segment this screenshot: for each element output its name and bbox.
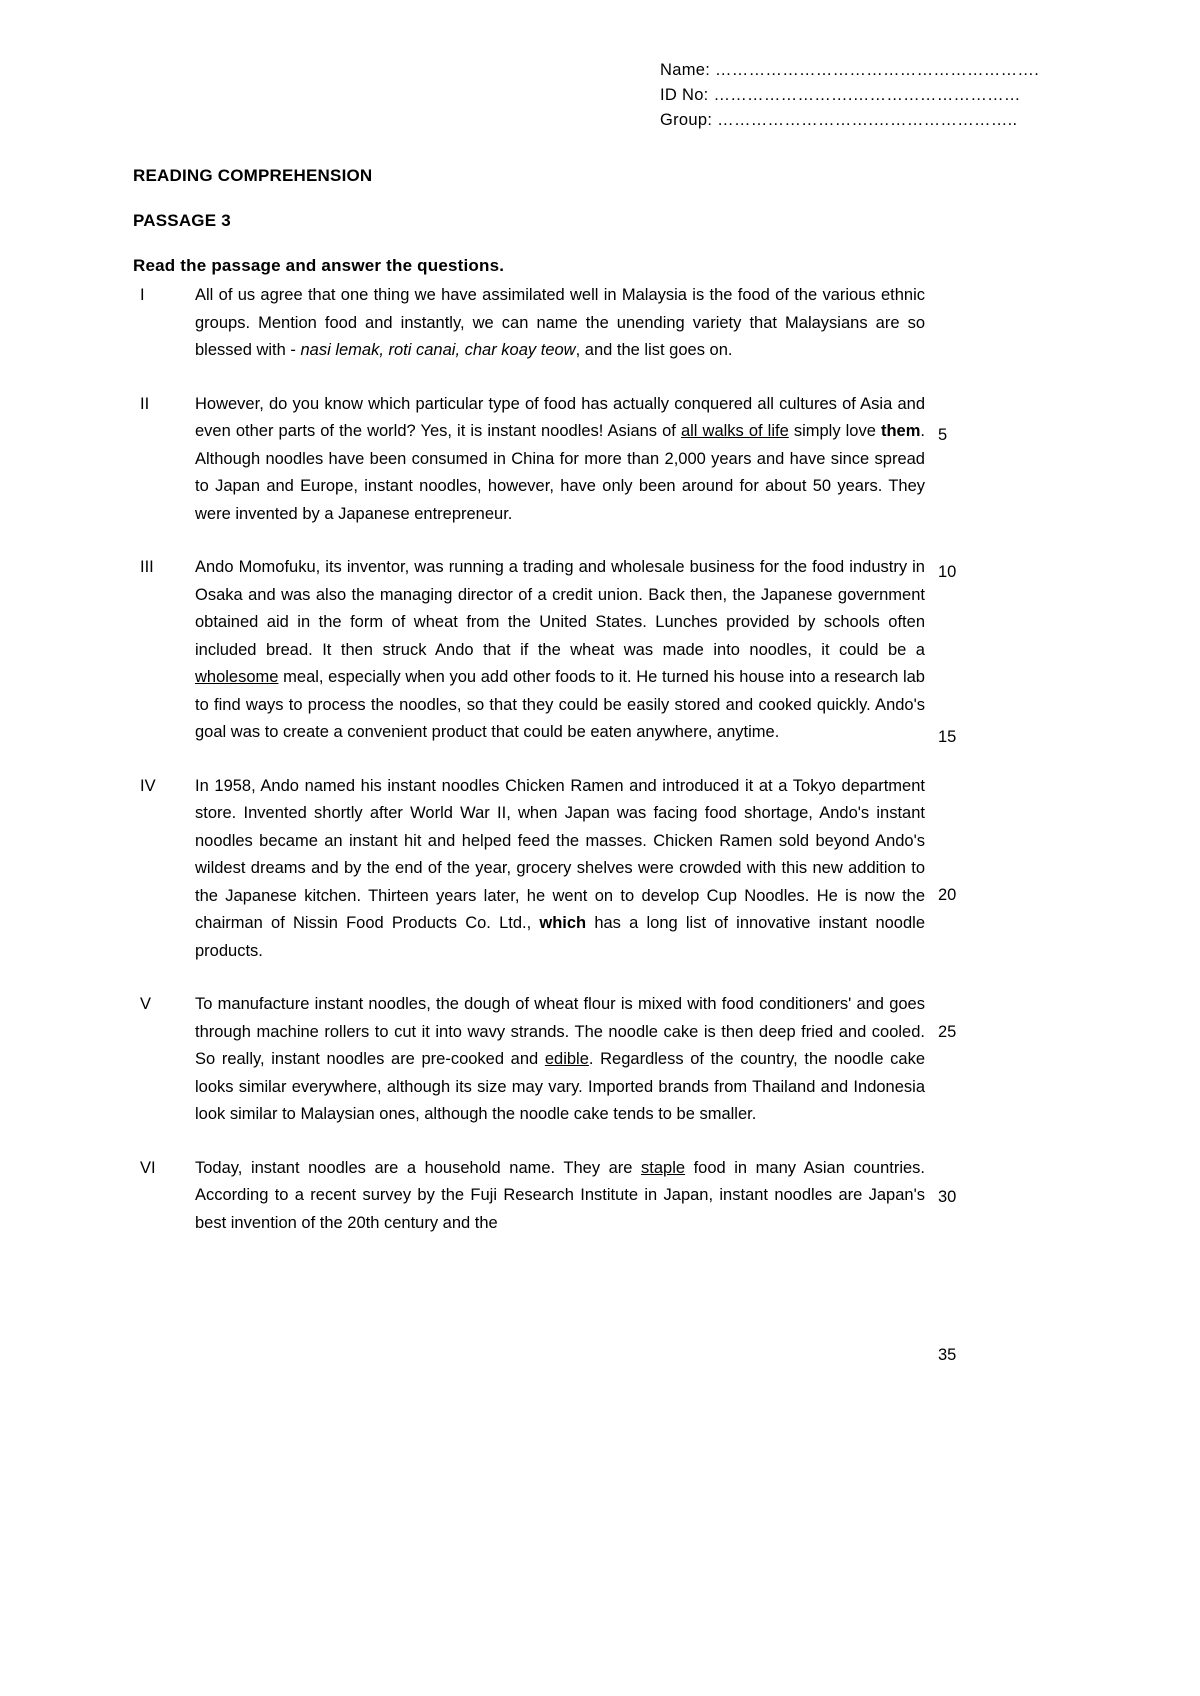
instruction-text: Read the passage and answer the questions. (133, 256, 505, 275)
student-info-header (660, 58, 1040, 133)
field-group-dots[interactable]: ……………………….…………………….. (717, 111, 1018, 129)
line-number: 30 (938, 1188, 957, 1206)
line-number: 5 (938, 426, 948, 444)
paragraph-text: To manufacture instant noodles, the dough of wheat flour is mixed with food conditioners' and goes through machine rollers to cut it into wavy strands. The noodle cake is then deep fried and cooled. So really, instant noodles are pre-cooked and edible. Regardless of the country, the noodle cake looks similar everywhere, although its size may vary. Imported brands from Thailand and Indonesia look similar to Malaysian ones, although the noodle cake tends to be smaller. (195, 995, 925, 1123)
field-name-label: Name: (660, 61, 711, 79)
document-headings (133, 165, 933, 277)
line-number: 25 (938, 1023, 957, 1041)
paragraph-marker: V (140, 995, 152, 1013)
passage-paragraph (133, 773, 1133, 966)
field-id-no-label: ID No: (660, 86, 709, 104)
passage-paragraph (133, 1155, 1133, 1238)
paragraph-marker: III (140, 558, 154, 576)
passage-paragraph (133, 282, 1133, 365)
field-group-label: Group: (660, 111, 713, 129)
passage-body (133, 282, 1133, 1263)
field-id-no (660, 83, 1021, 108)
paragraph-text: Today, instant noodles are a household name. They are staple food in many Asian countries. According to a recent survey by the Fuji Research Institute in Japan, instant noodles are Japan's best invention of the 20th century and the (195, 1158, 925, 1232)
field-id-no-dots[interactable]: …………………….………………………… (713, 86, 1021, 104)
line-number: 10 (938, 563, 957, 581)
paragraph-text: In 1958, Ando named his instant noodles Chicken Ramen and introduced it at a Tokyo department store. Invented shortly after World War II, when Japan was facing food shortage, Ando's instant noodles became an instant hit and helped feed the masses. Chicken Ramen sold beyond Ando's wildest dreams and by the end of the year, grocery shelves were crowded with this new addition to the Japanese kitchen. Thirteen years later, he went on to develop Cup Noodles. He is now the chairman of Nissin Food Products Co. Ltd., which has a long list of innovative instant noodle products. (195, 776, 926, 960)
paragraph-text: Ando Momofuku, its inventor, was running a trading and wholesale business for the food industry in Osaka and was also the managing director of a credit union. Back then, the Japanese government obtained aid in the form of wheat from the United States. Lunches provided by schools often included bread. It then struck Ando that if the wheat was made into noodles, it could be a wholesome meal, especially when you add other foods to it. He turned his house into a research lab to find ways to process the noodles, so that they could be easily stored and cooked quickly. Ando's goal was to create a convenient product that could be eaten anywhere, anytime. (195, 558, 925, 741)
paragraph-text: All of us agree that one thing we have assimilated well in Malaysia is the food of the various ethnic groups. Mention food and instantly, we can name the unending variety that Malaysians are so blessed with - nasi lemak, roti canai, char koay teow, and the list goes on. (195, 286, 925, 359)
paragraph-marker: IV (140, 776, 156, 795)
paragraph-marker: I (140, 286, 145, 304)
passage-paragraph (133, 391, 1133, 529)
field-group (660, 108, 1018, 133)
line-number: 20 (938, 886, 957, 904)
line-number: 35 (938, 1346, 957, 1364)
page-title: READING COMPREHENSION (133, 166, 373, 185)
passage-paragraph (133, 554, 1133, 747)
field-name (660, 58, 1040, 83)
field-name-dots[interactable]: …………………………………………………. (715, 61, 1040, 79)
paragraph-marker: II (140, 394, 150, 413)
line-number: 15 (938, 728, 957, 746)
paragraph-marker: VI (140, 1158, 156, 1177)
paragraph-text: However, do you know which particular type of food has actually conquered all cultures of Asia and even other parts of the world? Yes, it is instant noodles! Asians of all walks of life simply love them. Although noodles have been consumed in China for more than 2,000 years and have since spread to Japan and Europe, instant noodles, however, have only been around for about 50 years. They were invented by a Japanese entrepreneur. (195, 394, 925, 523)
passage-number-heading: PASSAGE 3 (133, 211, 231, 230)
passage-paragraph (133, 991, 1133, 1129)
